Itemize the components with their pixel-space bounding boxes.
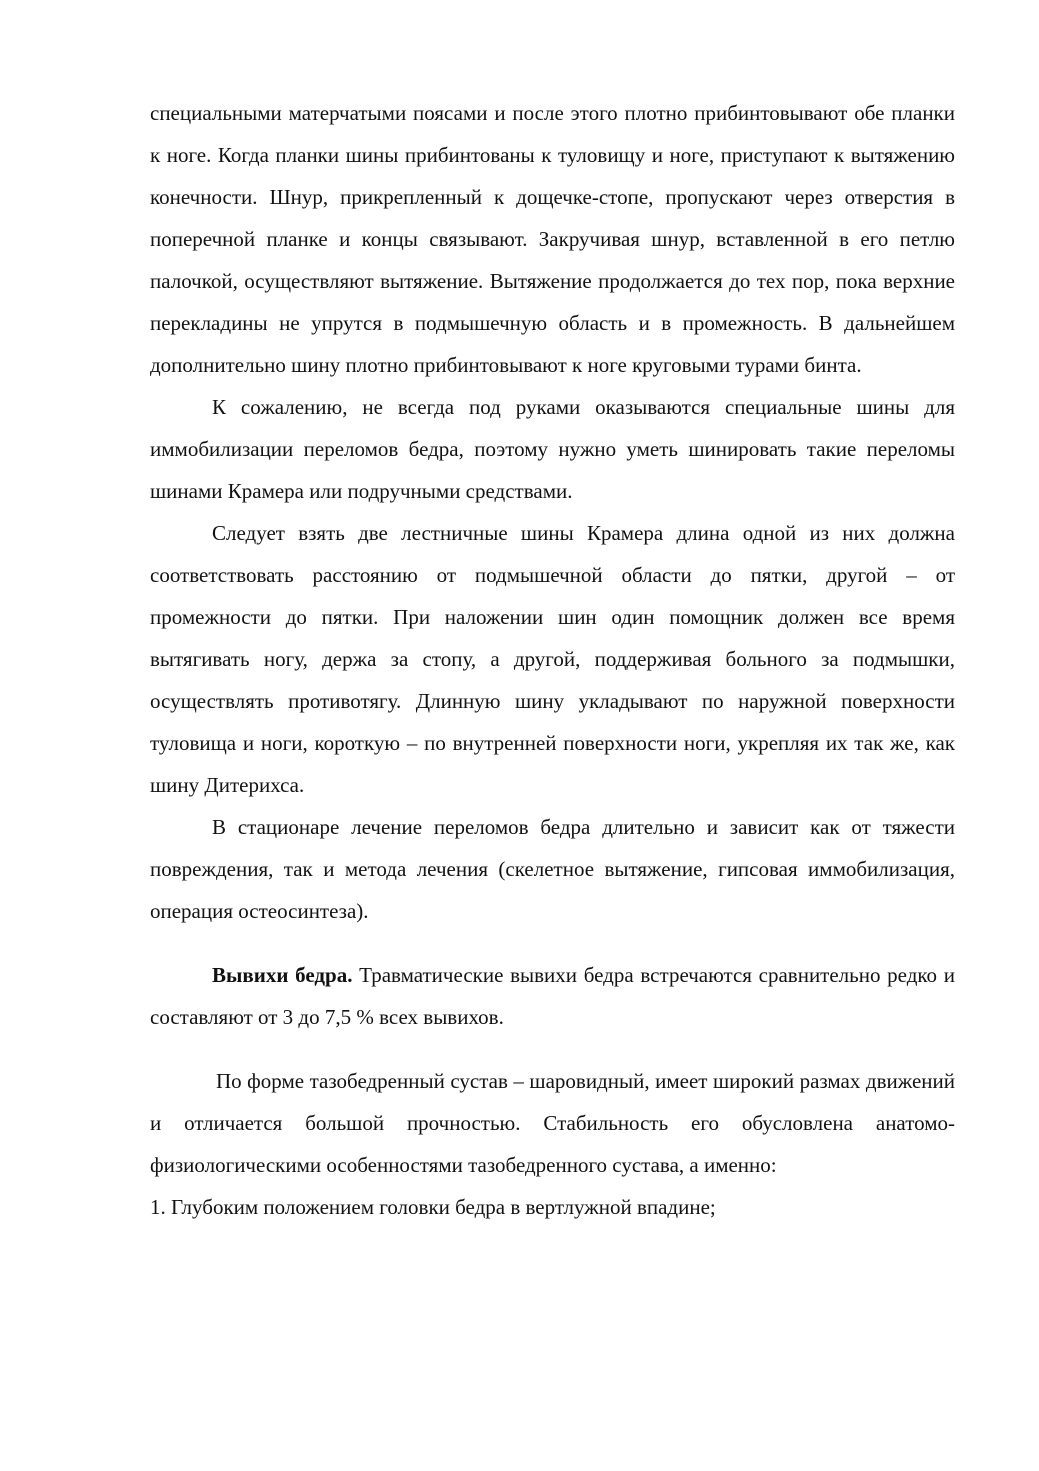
paragraph-hip-joint-form: По форме тазобедренный сустав – шаровидный, имеет широкий размах движений и отличается большой прочностью. Стабильность его обусловлена анатомо-физиологическими особенностями тазобедренного сустава, а именно: (150, 1069, 955, 1177)
paragraph-hip-dislocations (150, 954, 955, 1038)
paragraph-hip-dislocations-text: Травматические вывихи бедра встречаются сравнительно редко и составляют от 3 до 7,5 % всех вывихов. (150, 963, 955, 1029)
paragraph-hospital-treatment: В стационаре лечение переломов бедра длительно и зависит как от тяжести повреждения, так и метода лечения (скелетное вытяжение, гипсовая иммобилизация, операция остеосинтеза). (150, 815, 955, 923)
list-item-1: 1. Глубоким положением головки бедра в вертлужной впадине; (150, 1195, 716, 1219)
paragraph-kramer-method: Следует взять две лестничные шины Крамера длина одной из них должна соответствовать расстоянию от подмышечной области до пятки, другой – от промежности до пятки. При наложении шин один помощник должен все время вытягивать ногу, держа за стопу, а другой, поддерживая больного за подмышки, осуществлять противотягу. Длинную шину укладывают по наружной поверхности туловища и ноги, короткую – по внутренней поверхности ноги, укрепляя их так же, как шину Дитерихса. (150, 521, 955, 797)
paragraph-kramer-alternative: К сожалению, не всегда под руками оказываются специальные шины для иммобилизации переломов бедра, поэтому нужно уметь шинировать такие переломы шинами Крамера или подручными средствами. (150, 395, 955, 503)
document-page (150, 92, 955, 1228)
paragraph-splint-application: специальными матерчатыми поясами и после этого плотно прибинтовывают обе планки к ноге. Когда планки шины прибинтованы к туловищу и ноге, приступают к вытяжению конечности. Шнур, прикрепленный к дощечке-стопе, пропускают через отверстия в поперечной планке и концы связывают. Закручивая шнур, вставленной в его петлю палочкой, осуществляют вытяжение. Вытяжение продолжается до тех пор, пока верхние перекладины не упрутся в подмышечную область и в промежность. В дальнейшем дополнительно шину плотно прибинтовывают к ноге круговыми турами бинта. (150, 101, 955, 377)
section-heading-hip-dislocations: Вывихи бедра. (212, 963, 353, 987)
